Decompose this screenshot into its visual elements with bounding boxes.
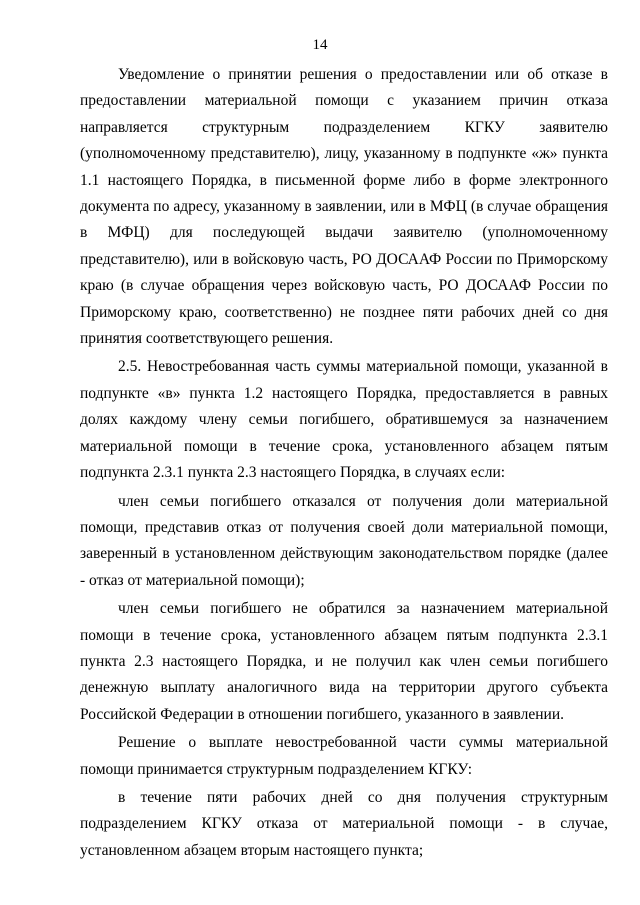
paragraph-2-5: 2.5. Невостребованная часть суммы материальной помощи, указанной в подпункте «в» пункта 1.2 настоящего Порядка, предоставляется в равных долях каждому члену семьи погибшего, обратившемуся за назначением материальной помощи в течение срока, установленного абзацем пятым подпункта 2.3.1 пункта 2.3 настоящего Порядка, в случаях если:	[80, 358, 608, 482]
paragraph-notification: Уведомление о принятии решения о предоставлении или об отказе в предоставлении материальной помощи с указанием причин отказа направляется структурным подразделением КГКУ заявителю (уполномоченному представителю), лицу, указанному в подпункте «ж» пункта 1.1 настоящего Порядка, в письменной форме либо в форме электронного документа по адресу, указанному в заявлении, или в МФЦ (в случае обращения в МФЦ) для последующей выдачи заявителю (уполномоченному представителю), или в войсковую часть, РО ДОСААФ России по Приморскому краю (в случае обращения через войсковую часть, РО ДОСААФ России по Приморскому краю, соответственно) не позднее пяти рабочих дней со дня принятия соответствующего решения.	[80, 66, 608, 348]
paragraph-decision: Решение о выплате невостребованной части суммы материальной помощи принимается структурным подразделением КГКУ:	[80, 734, 608, 778]
document-body	[80, 62, 608, 864]
paragraph-deadline: в течение пяти рабочих дней со дня получения структурным подразделением КГКУ отказа от материальной помощи - в случае, установленном абзацем вторым настоящего пункта;	[80, 788, 608, 859]
paragraph-refusal-case: член семьи погибшего отказался от получения доли материальной помощи, представив отказ от получения своей доли материальной помощи, заверенный в установленном действующим законодательством порядке (далее - отказ от материальной помощи);	[80, 492, 608, 589]
page-number: 14	[312, 37, 328, 53]
paragraph-no-application-case: член семьи погибшего не обратился за назначением материальной помощи в течение срока, установленного абзацем пятым подпункта 2.3.1 пункта 2.3 настоящего Порядка, и не получил как член семьи погибшего денежную выплату аналогичного вида на территории другого субъекта Российской Федерации в отношении погибшего, указанного в заявлении.	[80, 600, 608, 723]
